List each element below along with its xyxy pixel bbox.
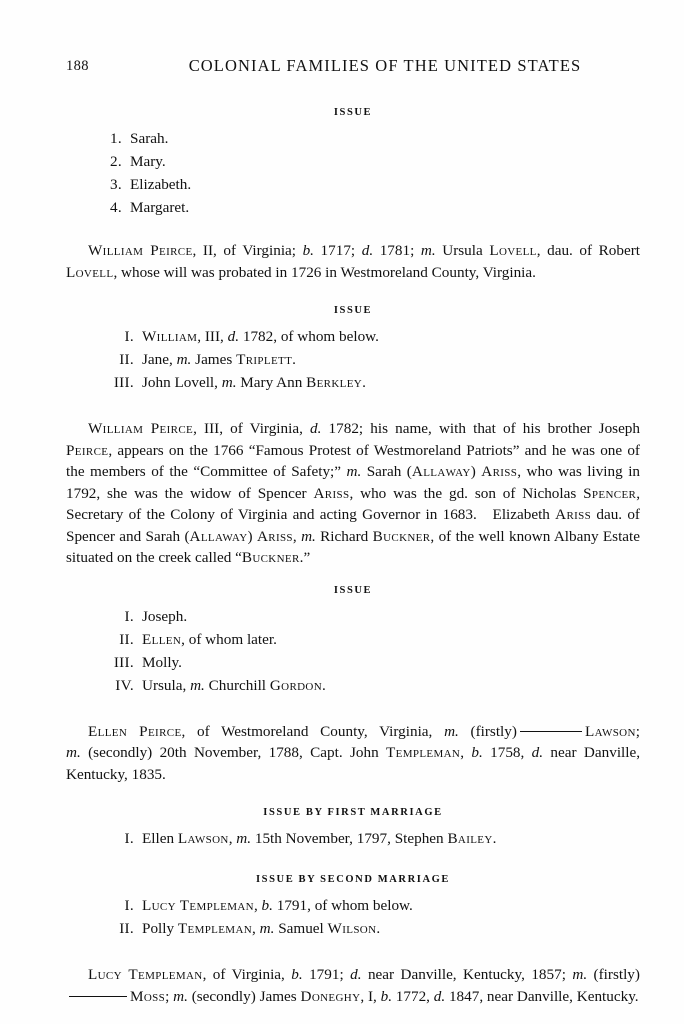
- list-item: [66, 196, 640, 219]
- list-entry: Sarah.: [130, 130, 169, 147]
- issue-heading: ISSUE: [333, 584, 373, 596]
- paragraph-lucy-templeman: Lucy Templeman, of Virginia, b. 1791; d. near Danville, Kentucky, 1857; m. (firstly)Moss; m. (secondly) James Doneghy, I, b. 1772, d. 1847, near Danville, Kentucky.: [66, 964, 640, 1007]
- page-content: [66, 0, 640, 1007]
- list-entry: Ellen, of whom later.: [142, 630, 277, 648]
- list-item: [66, 371, 640, 394]
- list-entry: Elizabeth.: [130, 176, 192, 193]
- list-item: [66, 127, 640, 150]
- list-item: [66, 348, 640, 371]
- list-item: [66, 674, 640, 697]
- issue-heading: ISSUE: [333, 305, 373, 316]
- issue-heading: ISSUE: [333, 107, 373, 118]
- list-item: [66, 150, 640, 173]
- list-entry: John Lovell, m. Mary Ann Berkley.: [142, 374, 366, 391]
- paragraph-ellen-peirce: Ellen Peirce, of Westmoreland County, Virginia, m. (firstly) Lawson; m. (secondly) 20th November, 1788, Capt. John Templeman, b. 1758, d. near Danville, Kentucky, 1835.: [66, 722, 641, 783]
- list-entry: Lucy Templeman, b. 1791, of whom below.: [142, 897, 413, 914]
- list-item: [66, 651, 640, 674]
- list-entry: Joseph.: [142, 607, 188, 625]
- issue-list-william-ii-children: [66, 325, 640, 394]
- list-marker: I.: [124, 830, 134, 847]
- list-marker: I.: [124, 607, 134, 625]
- issue-list-sarah-children: [66, 127, 640, 219]
- list-entry: Margaret.: [130, 199, 190, 216]
- list-marker: II.: [119, 920, 134, 937]
- paragraph-william-peirce-iii: William Peirce, III, of Virginia, d. 1782; his name, with that of his brother Joseph Peirce, appears on the 1766 “Famous Protest of Westmoreland Patriots” and he was one of the members of the “Committee of Safety;” m. Sarah (Allaway) Ariss, who was living in 1792, she was the widow of Spencer Ariss, who was the gd. son of Nicholas Spencer, Secretary of the Colony of Virginia and acting Governor in 1683. Elizabeth Ariss dau. of Spencer and Sarah (Allaway) Ariss, m. Richard Buckner, of the well known Albany Estate situated on the creek called “Buckner.”: [66, 420, 641, 566]
- list-entry: Jane, m. James Triplett.: [142, 351, 296, 368]
- list-item: [66, 827, 640, 850]
- list-marker: 3.: [110, 176, 122, 193]
- list-marker: I.: [124, 328, 134, 345]
- list-marker: II.: [119, 630, 134, 648]
- list-marker: 2.: [110, 153, 122, 170]
- issue-list-second-marriage: [66, 894, 640, 940]
- list-item: [66, 917, 640, 940]
- issue-first-marriage-heading: ISSUE BY FIRST MARRIAGE: [263, 807, 443, 818]
- issue-list-william-iii-children: [66, 605, 640, 697]
- list-marker: 4.: [110, 199, 122, 216]
- list-entry: Molly.: [142, 653, 182, 671]
- list-entry: Ursula, m. Churchill Gordon.: [142, 676, 326, 694]
- list-entry: Ellen Lawson, m. 15th November, 1797, Stephen Bailey.: [142, 830, 497, 847]
- list-item: [66, 605, 640, 628]
- blank-name-rule: [69, 996, 127, 997]
- list-item: [66, 628, 640, 651]
- list-marker: III.: [113, 374, 134, 391]
- issue-second-marriage-heading: ISSUE BY SECOND MARRIAGE: [255, 874, 451, 885]
- page-number: 188: [66, 58, 89, 74]
- list-item: [66, 173, 640, 196]
- list-marker: I.: [124, 897, 134, 914]
- paragraph-william-peirce-ii: William Peirce, II, of Virginia; b. 1717; d. 1781; m. Ursula Lovell, dau. of Robert Lovell, whose will was probated in 1726 in Westmoreland County, Virginia.: [66, 242, 640, 281]
- issue-list-first-marriage: [66, 827, 640, 850]
- list-marker: II.: [119, 351, 134, 368]
- list-marker: III.: [113, 653, 134, 671]
- blank-name-rule: [520, 731, 582, 732]
- list-entry: Polly Templeman, m. Samuel Wilson.: [142, 920, 381, 937]
- list-entry: Mary.: [130, 153, 166, 170]
- list-item: [66, 325, 640, 348]
- list-marker: IV.: [115, 676, 134, 694]
- list-item: [66, 894, 640, 917]
- list-marker: 1.: [110, 130, 122, 147]
- running-title: COLONIAL FAMILIES OF THE UNITED STATES: [188, 56, 582, 75]
- list-entry: William, III, d. 1782, of whom below.: [142, 328, 379, 345]
- running-head: [66, 56, 640, 90]
